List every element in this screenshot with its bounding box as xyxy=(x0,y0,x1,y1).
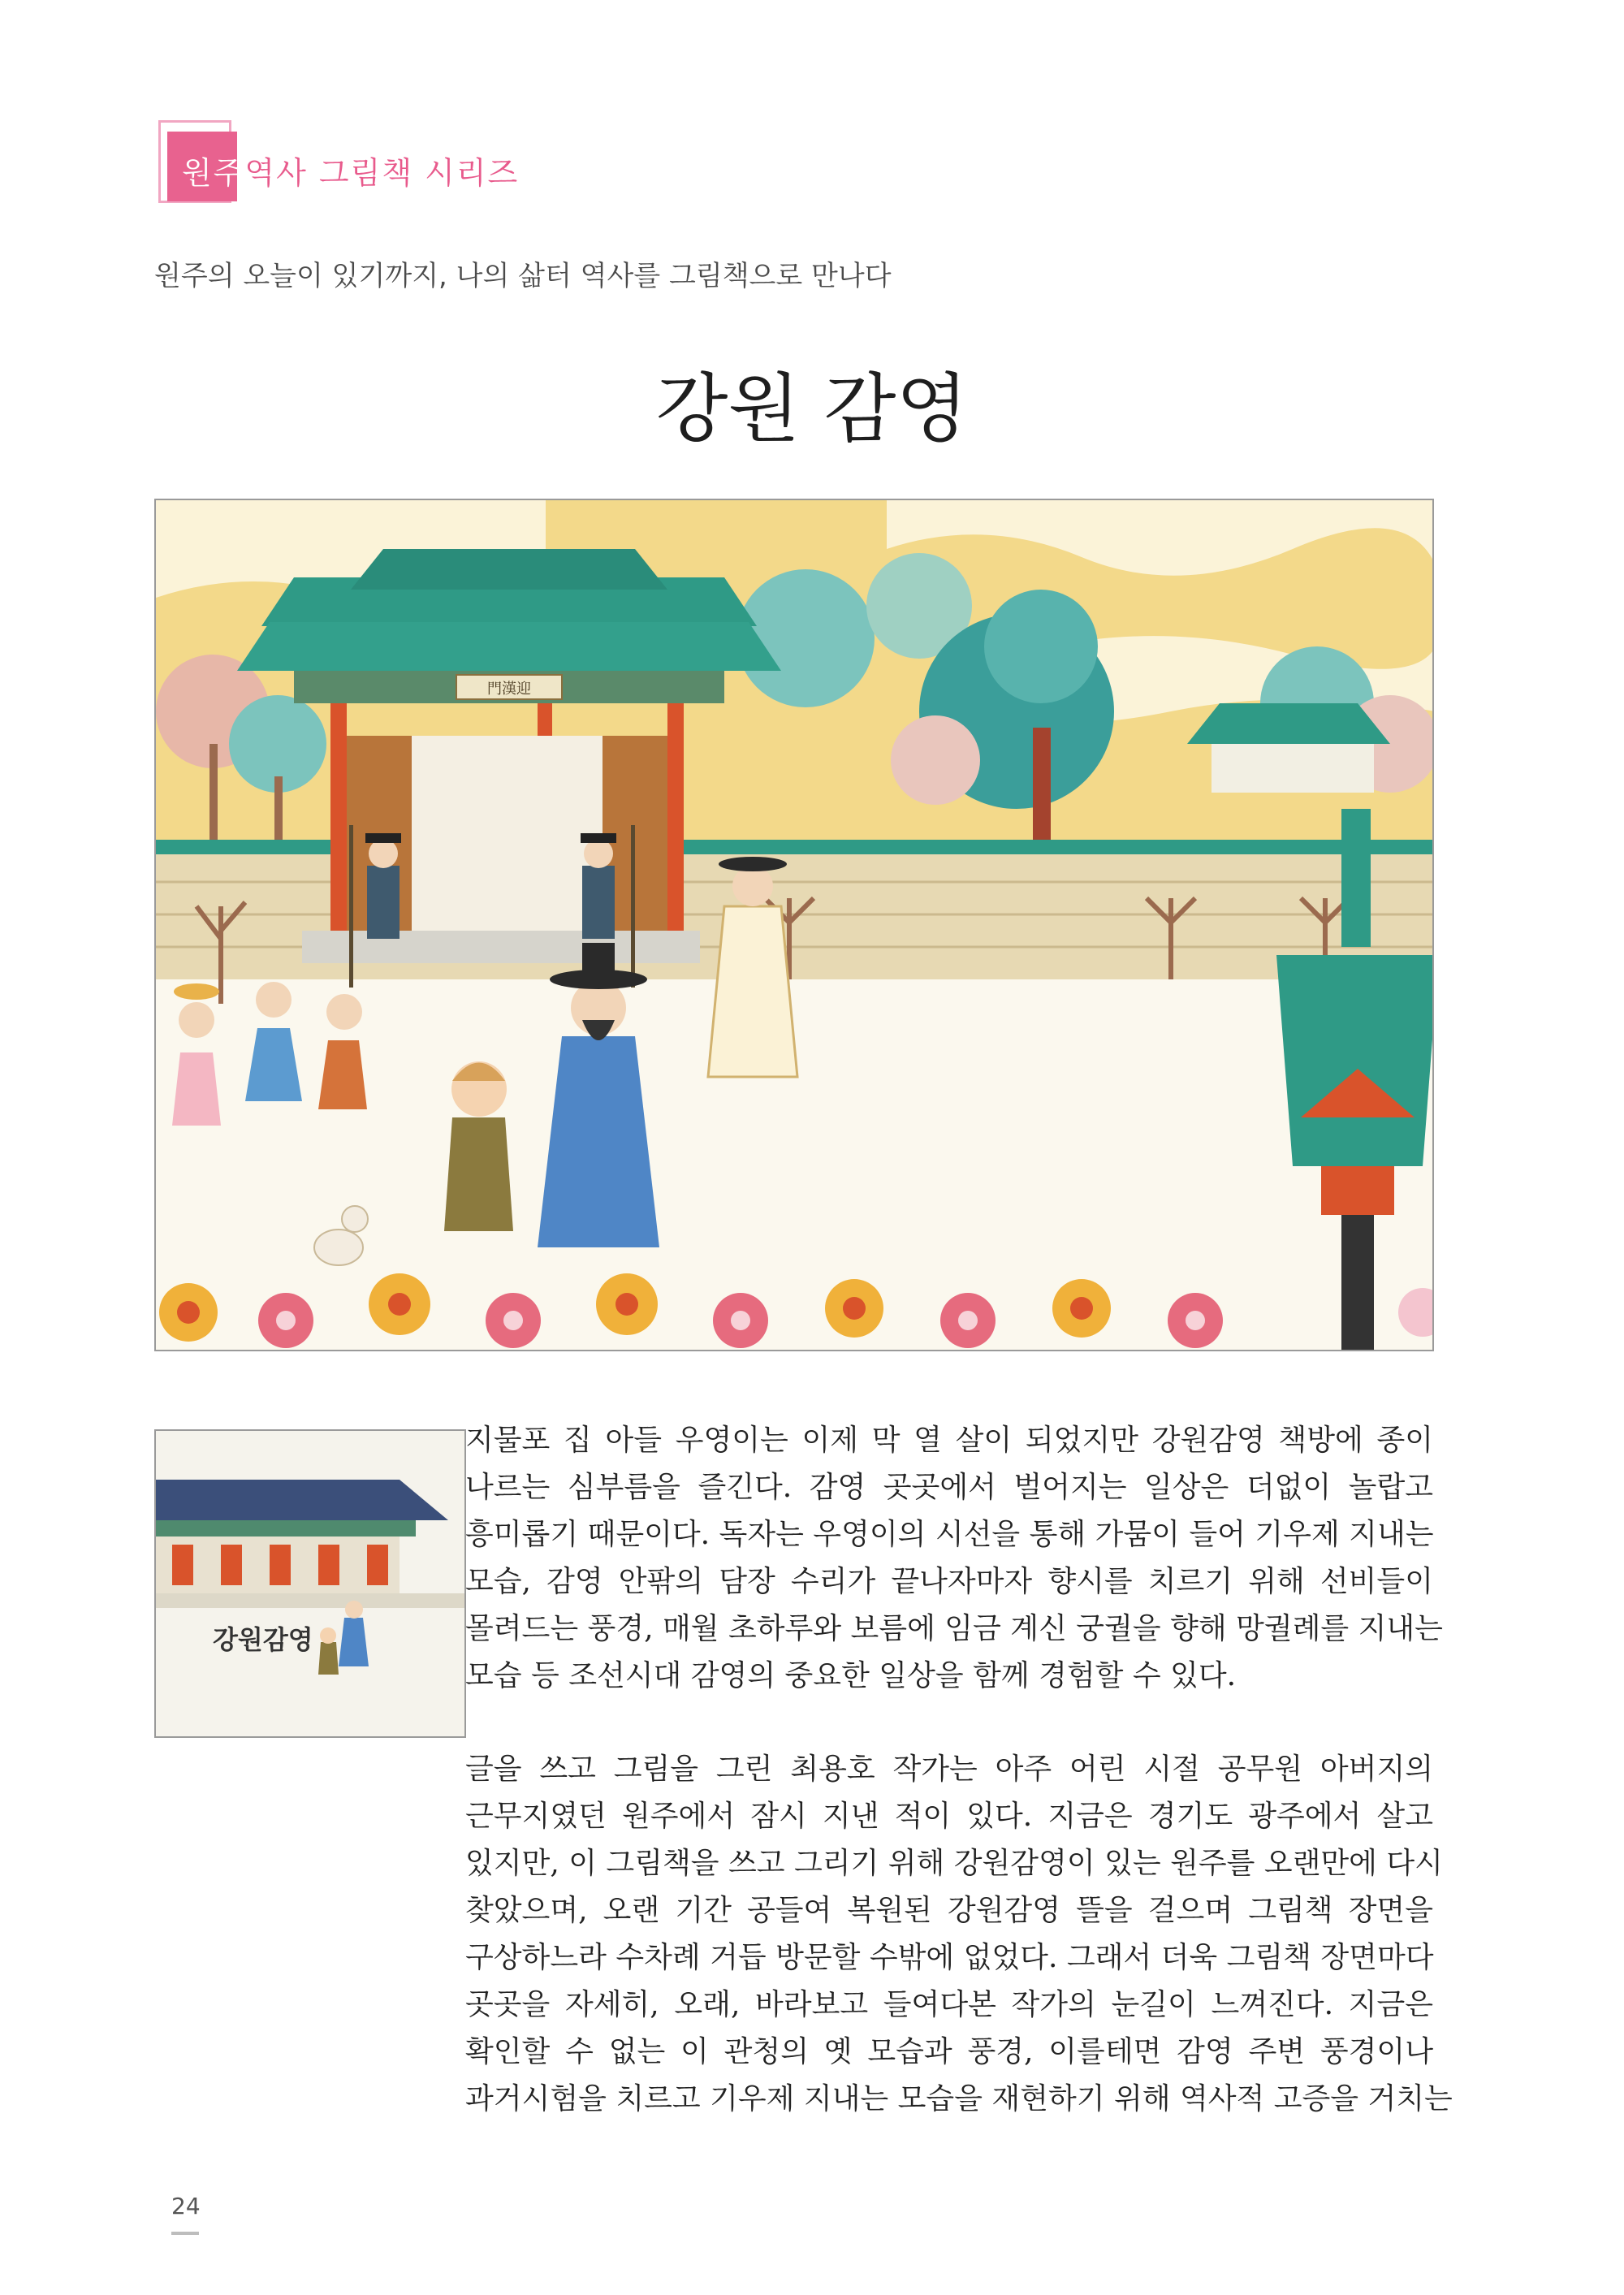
series-title-first: 원주 xyxy=(182,155,245,191)
text-line: 모습 등 조선시대 감영의 중요한 일상을 함께 경험할 수 있다. xyxy=(465,1659,1237,1692)
text-line: 과거시험을 치르고 기우제 지내는 모습을 재현하기 위해 역사적 고증을 거치는 xyxy=(465,2082,1453,2116)
text-line: 지물포 집 아들 우영이는 이제 막 열 살이 되었지만 강원감영 책방에 종이 xyxy=(465,1424,1433,1457)
gate-sign: 門漢迎 xyxy=(487,681,531,698)
page-number: 24 xyxy=(171,2193,201,2219)
paragraph-2 xyxy=(465,1746,1453,2123)
main-illustration xyxy=(154,499,1434,1351)
book-cover-title: 강원감영 xyxy=(213,1624,313,1655)
text-line: 모습, 감영 안팎의 담장 수리가 끝나자마자 향시를 치르기 위해 선비들이 xyxy=(465,1565,1433,1598)
text-line: 확인할 수 없는 이 관청의 옛 모습과 풍경, 이를테면 감영 주변 풍경이나 xyxy=(465,2035,1433,2068)
text-line: 나르는 심부름을 즐긴다. 감영 곳곳에서 벌어지는 일상은 더없이 놀랍고 xyxy=(465,1471,1433,1504)
book-cover-artwork xyxy=(156,1431,466,1738)
text-line: 곳곳을 자세히, 오래, 바라보고 들여다본 작가의 눈길이 느껴진다. 지금은 xyxy=(465,1988,1433,2021)
text-line: 글을 쓰고 그림을 그린 최용호 작가는 아주 어린 시절 공무원 아버지의 xyxy=(465,1753,1433,1786)
text-line: 흥미롭기 때문이다. 독자는 우영이의 시선을 통해 가뭄이 들어 기우제 지내는 xyxy=(465,1518,1434,1551)
page-subtitle: 원주의 오늘이 있기까지, 나의 삶터 역사를 그림책으로 만나다 xyxy=(154,260,892,292)
book-cover xyxy=(154,1429,466,1738)
page-number-rule xyxy=(171,2232,199,2235)
series-title xyxy=(182,148,519,192)
illustration-artwork xyxy=(156,500,1434,1351)
text-line: 있지만, 이 그림책을 쓰고 그리기 위해 강원감영이 있는 원주를 오랜만에 다시 xyxy=(465,1847,1443,1880)
text-line: 찾았으며, 오랜 기간 공들여 복원된 강원감영 뜰을 걸으며 그림책 장면을 xyxy=(465,1894,1433,1927)
text-line: 구상하느라 수차례 거듭 방문할 수밖에 없었다. 그래서 더욱 그림책 장면마다 xyxy=(465,1941,1434,1974)
page-title: 강원 감영 xyxy=(655,365,969,452)
paragraph-1 xyxy=(465,1417,1443,1700)
series-title-rest: 역사 그림책 시리즈 xyxy=(244,155,520,191)
text-line: 몰려드는 풍경, 매월 초하루와 보름에 임금 계신 궁궐을 향해 망궐례를 지내는 xyxy=(465,1612,1443,1645)
text-line: 근무지였던 원주에서 잠시 지낸 적이 있다. 지금은 경기도 광주에서 살고 xyxy=(465,1800,1433,1833)
